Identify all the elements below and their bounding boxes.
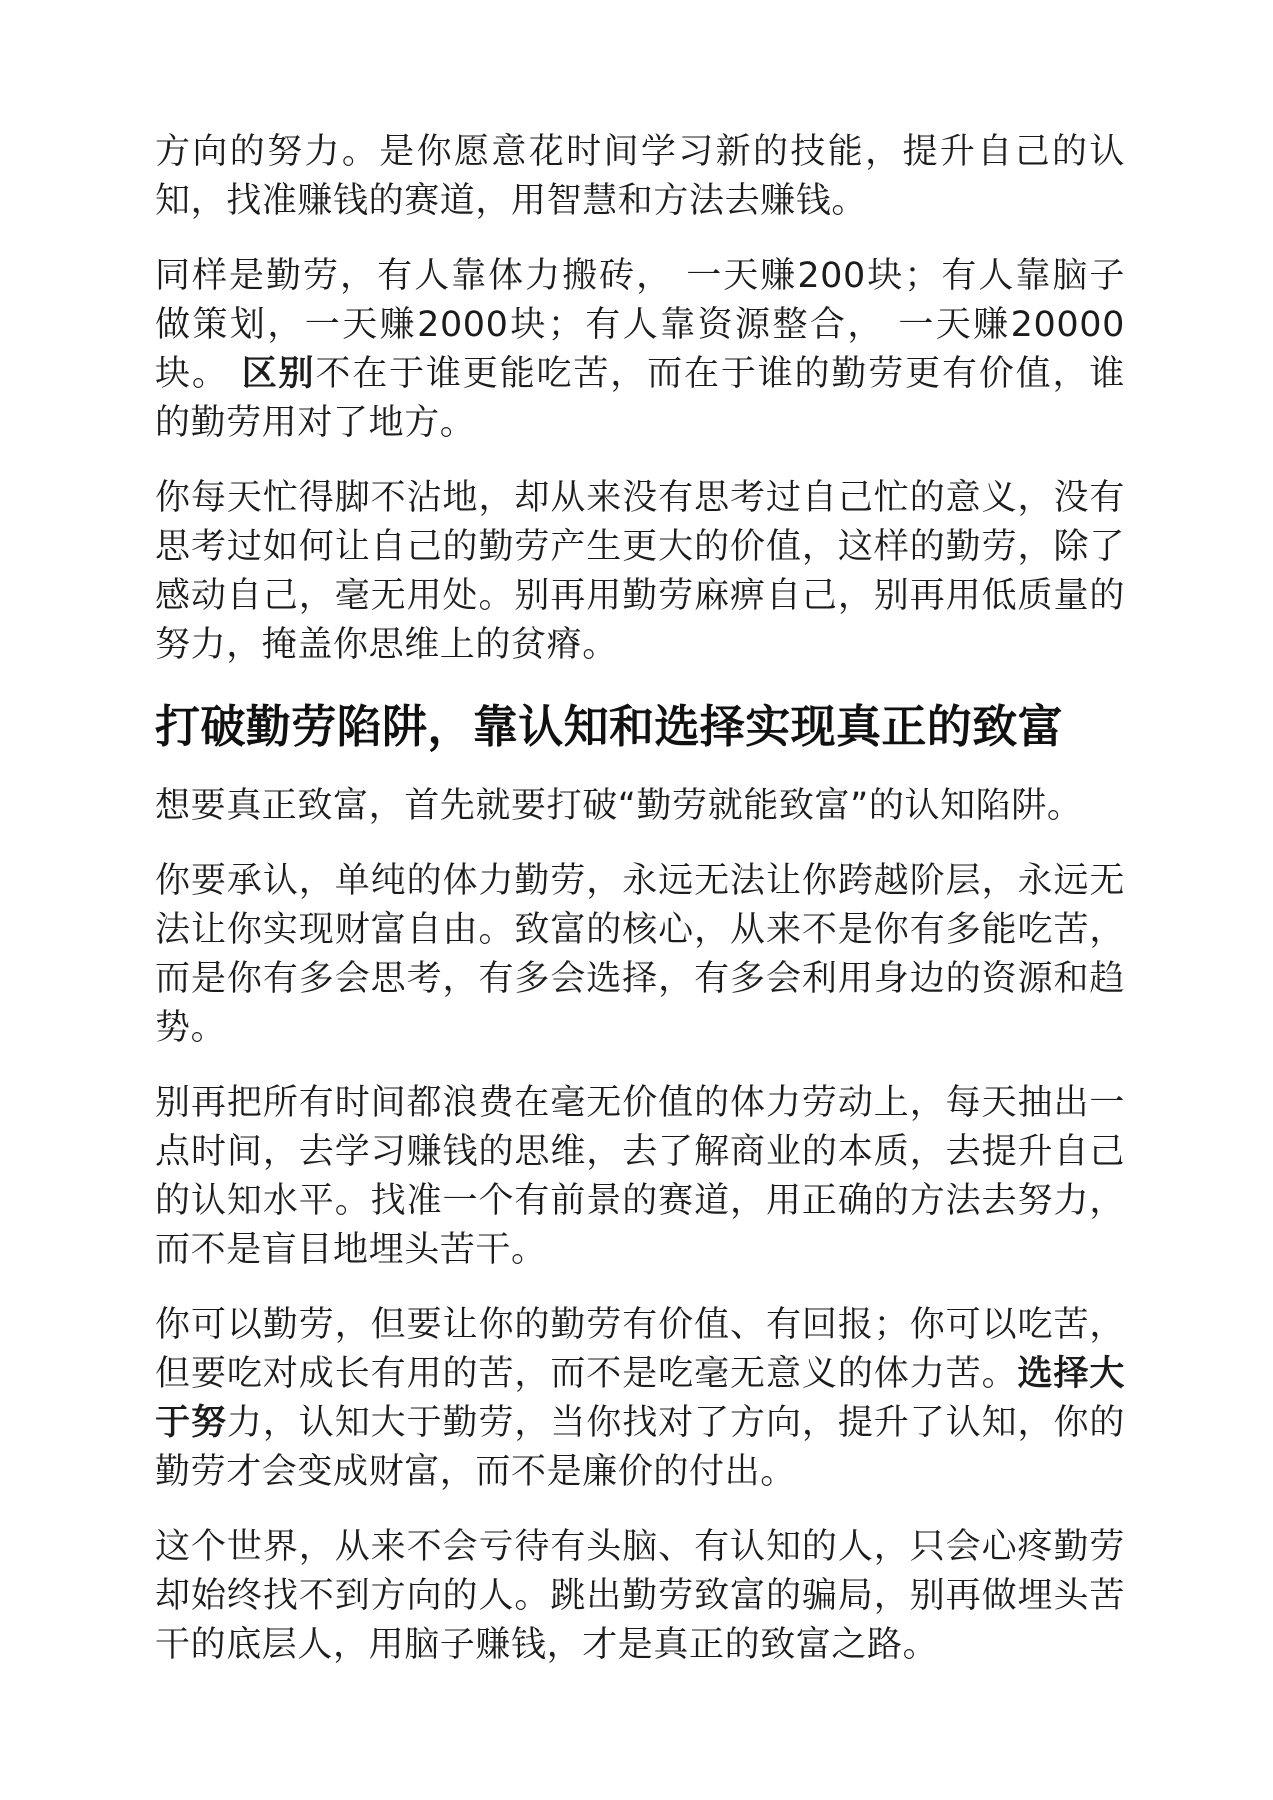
paragraph-diligence-comparison	[155, 252, 1125, 448]
paragraph-text: 你每天忙得脚不沾地，却从来没有思考过自己忙的意义，没有思考过如何让自己的勤劳产生更大的价值，这样的勤劳，除了感动自己，毫无用处。别再用勤劳麻痹自己，别再用低质量的努力，掩盖你思维上的贫瘠。	[155, 478, 1125, 665]
paragraph-text: 你可以勤劳，但要让你的勤劳有价值、有回报；你可以吃苦，但要吃对成长有用的苦，而不是吃毫无意义的体力苦。	[155, 1305, 1125, 1394]
section-heading: 打破勤劳陷阱，靠认知和选择实现真正的致富	[155, 700, 1064, 753]
paragraph-choice-over-effort	[155, 1301, 1125, 1497]
paragraph-break-trap	[155, 782, 1125, 831]
paragraph-busy-meaning	[155, 474, 1125, 670]
paragraph-text: 这个世界，从来不会亏待有头脑、有认知的人，只会心疼勤劳却始终找不到方向的人。跳出勤劳致富的骗局，别再做埋头苦干的底层人，用脑子赚钱，才是真正的致富之路。	[155, 1527, 1125, 1665]
paragraph-bold-text: 选择大于努	[155, 1354, 1125, 1443]
paragraph-bold-text: 区别	[241, 354, 316, 394]
document-page	[155, 128, 1125, 1696]
paragraph-text-tail: 不在于谁更能吃苦，而在于谁的勤劳更有价值，谁的勤劳用对了地方。	[155, 354, 1125, 443]
paragraph-text: 同样是勤劳，有人靠体力搬砖， 一天赚200块；有人靠脑子做策划，一天赚2000块；有人靠资源整合， 一天赚20000块。	[155, 256, 1125, 394]
paragraph-text: 别再把所有时间都浪费在毫无价值的体力劳动上，每天抽出一点时间，去学习赚钱的思维，去了解商业的本质，去提升自己的认知水平。找准一个有前景的赛道，用正确的方法去努力，而不是盲目地埋头苦干。	[155, 1083, 1125, 1270]
paragraph-conclusion	[155, 1523, 1125, 1670]
paragraph-text: 你要承认，单纯的体力勤劳，永远无法让你跨越阶层，永远无法让你实现财富自由。致富的核心，从来不是你有多能吃苦，而是你有多会思考，有多会选择，有多会利用身边的资源和趋势。	[155, 861, 1125, 1048]
paragraph-admit	[155, 857, 1125, 1053]
paragraph-text: 方向的努力。是你愿意花时间学习新的技能，提升自己的认知，找准赚钱的赛道，用智慧和方法去赚钱。	[155, 132, 1125, 221]
paragraph-stop-wasting	[155, 1079, 1125, 1275]
paragraph-effort-direction	[155, 128, 1125, 226]
paragraph-text-tail: 力，认知大于勤劳，当你找对了方向，提升了认知，你的勤劳才会变成财富，而不是廉价的付出。	[155, 1403, 1125, 1492]
paragraph-text: 想要真正致富，首先就要打破“勤劳就能致富”的认知陷阱。	[155, 786, 1083, 826]
